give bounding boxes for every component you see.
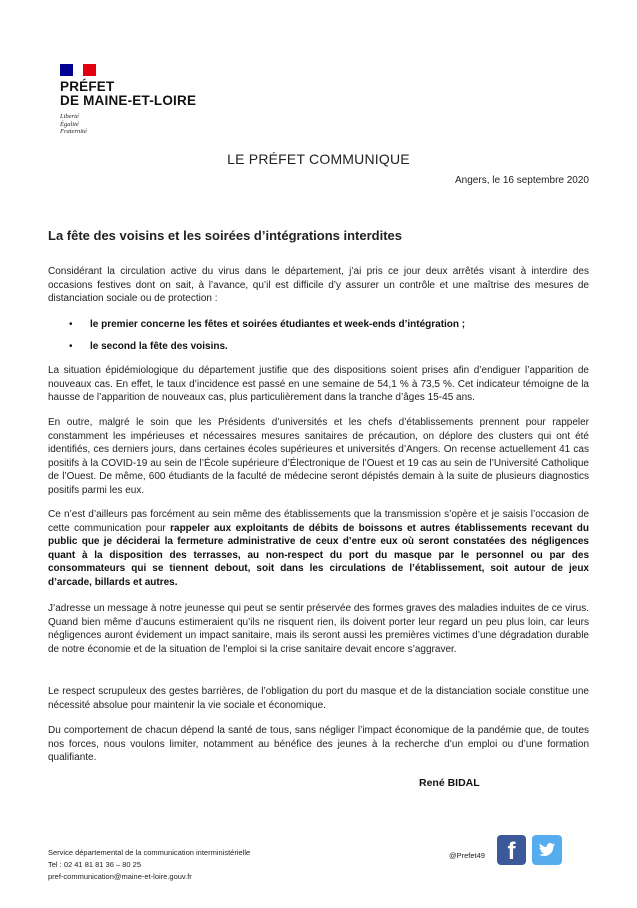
paragraph-clusters: En outre, malgré le soin que les Présidents d’universités et les chefs d’établissements prennent pour rappeler constamment les impérieuses et nécessaires mesures sanitaires de précaution, on déplore des clusters qui ont été identifiés, ces derniers jours, dans certaines écoles supérieures et universités d’Angers. On recense actuellement 41 cas positifs à la COVID-19 au sein de l’École supérieure d’Électronique de l’Ouest et 19 cas au sein de l’Université Catholique de l’Ouest. De même, 600 étudiants de la faculté de médecine seront dépistés demain à la suite de plusieurs diagnostics positifs parmi les eux. bbox=[48, 417, 589, 496]
dateline: Angers, le 16 septembre 2020 bbox=[455, 175, 589, 186]
marianne-flag-icon bbox=[60, 62, 96, 76]
motto-egalite: Égalité bbox=[60, 120, 79, 128]
signature: René BIDAL bbox=[419, 777, 480, 789]
bullet-dot: • bbox=[69, 341, 73, 352]
footer-contact bbox=[48, 847, 250, 883]
footer-phone: Tel : 02 41 81 81 36 – 80 25 bbox=[48, 860, 141, 869]
paragraph-establishments-plain: Ce n’est d’ailleurs pas forcément au sein même des établissements que la transmission s’opère et je saisis l’occasion de cette communication pour bbox=[48, 509, 589, 534]
paragraph-youth: J’adresse un message à notre jeunesse qui peut se sentir préservée des formes graves des maladies induites de ce virus. Quand bien même d’aucuns estimeraient qu’ils ne risquent rien, ils doivent porter leur regard un peu plus loin, car leurs négligences auront évidement un impact sanitaire, mais ils seront aussi les premières victimes d’une dégradation durable de notre économie et de la situation de l’emploi si la crise sanitaire devait encore s’aggraver. bbox=[48, 603, 589, 655]
motto bbox=[60, 113, 210, 136]
press-release-title: La fête des voisins et les soirées d’intégrations interdites bbox=[48, 228, 403, 243]
bullet-text: le second la fête des voisins. bbox=[90, 341, 228, 352]
motto-fraternite: Fraternité bbox=[60, 128, 87, 135]
paragraph-behaviour: Du comportement de chacun dépend la santé de tous, sans négliger l’impact économique de la pandémie que, de toutes nos forces, nous voulons limiter, notamment au bénéfice des jeunes à la recherche d’un emploi ou d’une formation qualifiante. bbox=[48, 725, 589, 764]
footer-service: Service départemental de la communication interministérielle bbox=[48, 848, 251, 857]
bullet-text: le premier concerne les fêtes et soirées étudiantes et week-ends d’intégration ; bbox=[90, 319, 466, 330]
paragraph-establishments-bold: rappeler aux exploitants de débits de boissons et autres établissements recevant du public que je déciderai la fermeture administrative de ceux d’entre eux où seront constatées des négligences quant à la disposition des terrasses, au non-respect du port du masque par le personnel ou par des consommateurs qui se tiennent debout, soit dans les circulations de l’établissement, soit autour de jeux d’arcade, billards et autres. bbox=[48, 522, 590, 588]
twitter-icon[interactable] bbox=[532, 835, 562, 865]
bullet-item bbox=[48, 341, 589, 352]
paragraph-barrier-gestures: Le respect scrupuleux des gestes barrières, de l’obligation du port du masque et de la distanciation sociale constitue une nécessité absolue pour maintenir la vie sociale et économique. bbox=[48, 686, 589, 711]
bullet-dot: • bbox=[69, 319, 73, 330]
paragraph-intro: Considérant la circulation active du virus dans le département, j’ai pris ce jour deux arrêtés visant à interdire des occasions festives dont on sait, à l’avance, qu’il est difficile d’y assurer un contrôle et une maîtrise des mesures de distanciation sociale ou de protection : bbox=[48, 266, 589, 305]
motto-liberte: Liberté bbox=[60, 113, 79, 120]
paragraph-epidemiology: La situation épidémiologique du département justifie que des dispositions soient prises afin d’endiguer l’apparition de nouveaux cas. En effet, le taux d’incidence est passé en une semaine de 54,1 % à 73,5 %. Cet indicateur témoigne de la hausse de l’apparition de nouveaux cas, plus particulièrement dans la tranche d’âges 15-45 ans. bbox=[48, 365, 589, 404]
logo-department: DE MAINE-ET-LOIRE bbox=[60, 93, 197, 108]
logo-prefet: PRÉFET bbox=[60, 79, 115, 94]
twitter-handle[interactable]: @Prefet49 bbox=[449, 851, 485, 860]
paragraph-establishments bbox=[48, 508, 589, 590]
prefecture-logo bbox=[60, 62, 210, 136]
footer-email[interactable]: pref-communication@maine-et-loire.gouv.fr bbox=[48, 872, 192, 881]
communique-heading: LE PRÉFET COMMUNIQUE bbox=[227, 151, 410, 167]
bullet-item bbox=[48, 319, 589, 330]
facebook-icon[interactable]: f bbox=[497, 835, 526, 865]
